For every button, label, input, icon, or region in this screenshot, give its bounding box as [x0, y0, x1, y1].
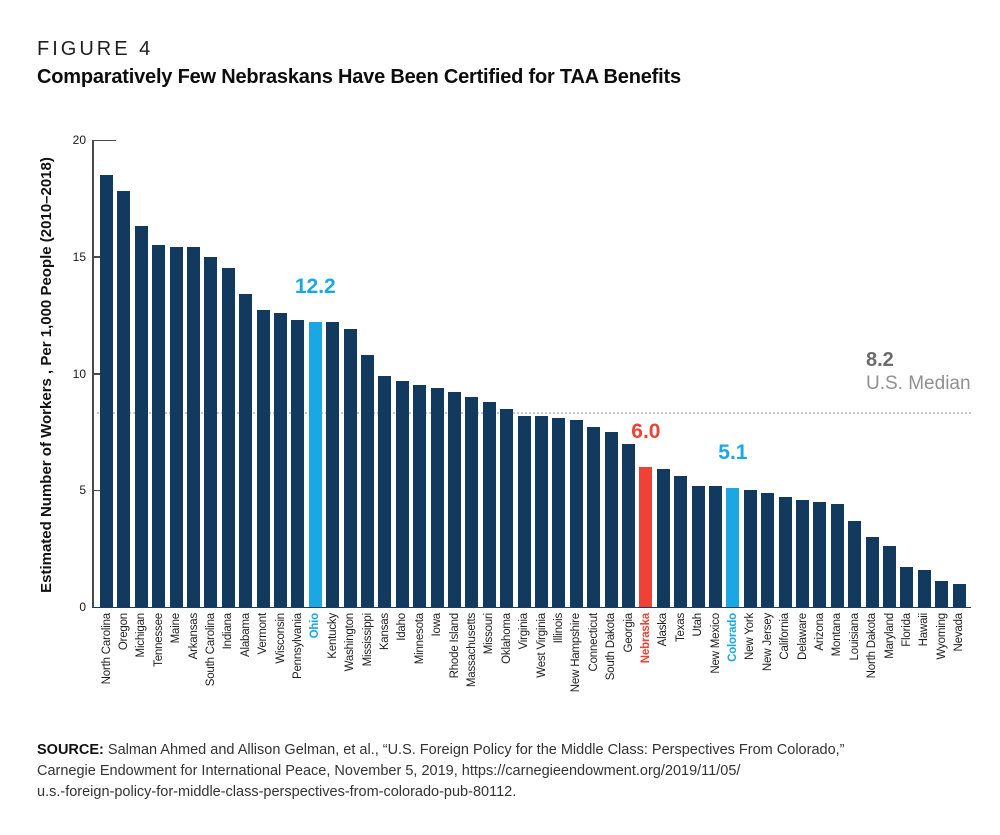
bar-south-dakota: [605, 432, 618, 607]
x-label-wisconsin: Wisconsin: [274, 613, 287, 664]
x-label-georgia: Georgia: [622, 613, 635, 653]
y-tick-label-20: 20: [72, 133, 86, 147]
x-label-illinois: Illinois: [552, 613, 565, 644]
bar-oregon: [117, 191, 130, 607]
bar-arkansas: [187, 247, 200, 607]
bar-ohio: [309, 322, 322, 607]
x-label-kansas: Kansas: [378, 613, 391, 651]
bar-kansas: [378, 376, 391, 607]
x-label-maine: Maine: [170, 613, 183, 644]
x-label-virginia: Virginia: [518, 613, 531, 650]
bar-tennessee: [152, 245, 165, 607]
x-label-washington: Washington: [344, 613, 357, 672]
x-label-new-mexico: New Mexico: [709, 613, 722, 674]
bar-south-carolina: [204, 257, 217, 607]
bar-hawaii: [918, 570, 931, 607]
y-tick-label-5: 5: [79, 483, 86, 498]
x-label-connecticut: Connecticut: [587, 613, 600, 672]
source-line-3: u.s.-foreign-policy-for-middle-class-perspectives-from-colorado-pub-80112.: [37, 784, 517, 800]
bar-louisiana: [848, 521, 861, 607]
bar-illinois: [552, 418, 565, 607]
x-label-missouri: Missouri: [483, 613, 496, 655]
value-label-ohio: 12.2: [294, 275, 336, 299]
bar-iowa: [431, 388, 444, 607]
x-label-arizona: Arizona: [813, 613, 826, 651]
bar-new-jersey: [761, 493, 774, 607]
bar-idaho: [396, 381, 409, 607]
bar-colorado: [726, 488, 739, 607]
bar-indiana: [222, 268, 235, 607]
bar-michigan: [135, 226, 148, 607]
x-label-texas: Texas: [674, 613, 687, 643]
x-label-nebraska: Nebraska: [639, 613, 652, 664]
bar-minnesota: [413, 385, 426, 607]
x-label-north-dakota: North Dakota: [866, 613, 879, 679]
x-label-louisiana: Louisiana: [848, 613, 861, 661]
bar-vermont: [257, 310, 270, 607]
bar-new-york: [744, 490, 757, 607]
x-label-colorado: Colorado: [726, 613, 739, 662]
bar-alabama: [239, 294, 252, 607]
x-label-mississippi: Mississippi: [361, 613, 374, 667]
x-label-minnesota: Minnesota: [413, 613, 426, 665]
x-label-michigan: Michigan: [135, 613, 148, 658]
y-tick-label-0: 0: [79, 600, 86, 614]
bar-mississippi: [361, 355, 374, 607]
figure-title: Comparatively Few Nebraskans Have Been Certified for TAA Benefits: [37, 66, 681, 88]
bar-rhode-island: [448, 392, 461, 607]
bar-nevada: [953, 584, 966, 607]
figure-label: FIGURE 4: [37, 38, 154, 60]
bar-north-dakota: [866, 537, 879, 607]
bar-florida: [900, 567, 913, 607]
bar-california: [779, 497, 792, 607]
x-label-new-york: New York: [744, 613, 757, 660]
x-axis-baseline: [92, 607, 971, 608]
x-label-west-virginia: West Virginia: [535, 613, 548, 678]
x-label-pennsylvania: Pennsylvania: [291, 613, 304, 680]
bar-nebraska: [639, 467, 652, 607]
source-note: [37, 740, 967, 803]
bar-west-virginia: [535, 416, 548, 607]
x-label-north-carolina: North Carolina: [100, 613, 113, 685]
bar-missouri: [483, 402, 496, 607]
x-label-california: California: [779, 613, 792, 660]
bar-washington: [344, 329, 357, 607]
bar-georgia: [622, 444, 635, 607]
x-label-oklahoma: Oklahoma: [500, 613, 513, 664]
bar-maryland: [883, 546, 896, 607]
median-text-label: U.S. Median: [866, 372, 971, 394]
x-label-ohio: Ohio: [309, 613, 322, 639]
bar-north-carolina: [100, 175, 113, 607]
x-label-south-carolina: South Carolina: [204, 613, 217, 687]
bar-montana: [831, 504, 844, 607]
bar-virginia: [518, 416, 531, 607]
y-tick-20: [92, 140, 116, 142]
y-tick-label-15: 15: [72, 249, 86, 264]
bar-pennsylvania: [291, 320, 304, 607]
source-citation: Salman Ahmed and Allison Gelman, et al., “U.S. Foreign Policy for the Middle Class: Perspectives From Colorado,”: [103, 742, 845, 758]
x-label-south-dakota: South Dakota: [605, 613, 618, 681]
x-label-kentucky: Kentucky: [326, 613, 339, 659]
y-tick-label-10: 10: [72, 366, 86, 381]
x-label-massachusetts: Massachusetts: [465, 613, 478, 688]
x-label-tennessee: Tennessee: [152, 613, 165, 667]
bar-delaware: [796, 500, 809, 607]
x-label-iowa: Iowa: [431, 613, 444, 637]
value-label-colorado: 5.1: [718, 440, 748, 464]
x-label-florida: Florida: [900, 613, 913, 647]
x-label-arkansas: Arkansas: [187, 613, 200, 660]
x-label-nevada: Nevada: [953, 613, 966, 652]
x-label-wyoming: Wyoming: [935, 613, 948, 660]
y-axis-title: Estimated Number of Workers , Per 1,000 People (2010–2018): [38, 157, 55, 593]
median-value-label: 8.2: [866, 348, 894, 371]
x-label-idaho: Idaho: [396, 613, 409, 641]
x-label-new-jersey: New Jersey: [761, 613, 774, 672]
source-label: SOURCE:: [37, 742, 104, 758]
bar-wisconsin: [274, 313, 287, 607]
x-label-hawaii: Hawaii: [918, 613, 931, 647]
x-label-maryland: Maryland: [883, 613, 896, 659]
bar-maine: [170, 247, 183, 607]
bar-new-mexico: [709, 486, 722, 607]
bar-oklahoma: [500, 409, 513, 607]
bar-utah: [692, 486, 705, 607]
bar-alaska: [657, 469, 670, 607]
bar-arizona: [813, 502, 826, 607]
source-line-1: [37, 740, 967, 761]
x-label-new-hampshire: New Hampshire: [570, 613, 583, 693]
bar-connecticut: [587, 427, 600, 607]
x-label-utah: Utah: [692, 613, 705, 637]
bar-massachusetts: [465, 397, 478, 607]
x-label-montana: Montana: [831, 613, 844, 657]
x-label-alaska: Alaska: [657, 613, 670, 647]
value-label-nebraska: 6.0: [631, 419, 661, 443]
bar-kentucky: [326, 322, 339, 607]
x-label-oregon: Oregon: [117, 613, 130, 651]
x-label-alabama: Alabama: [239, 613, 252, 657]
bar-wyoming: [935, 581, 948, 607]
x-label-indiana: Indiana: [222, 613, 235, 650]
bar-texas: [674, 476, 687, 607]
bar-new-hampshire: [570, 420, 583, 607]
source-line-2: Carnegie Endowment for International Peace, November 5, 2019, https://carnegieendowment.org/2019/11/05/: [37, 763, 741, 779]
x-label-delaware: Delaware: [796, 613, 809, 660]
x-label-rhode-island: Rhode Island: [448, 613, 461, 679]
x-label-vermont: Vermont: [257, 613, 270, 655]
